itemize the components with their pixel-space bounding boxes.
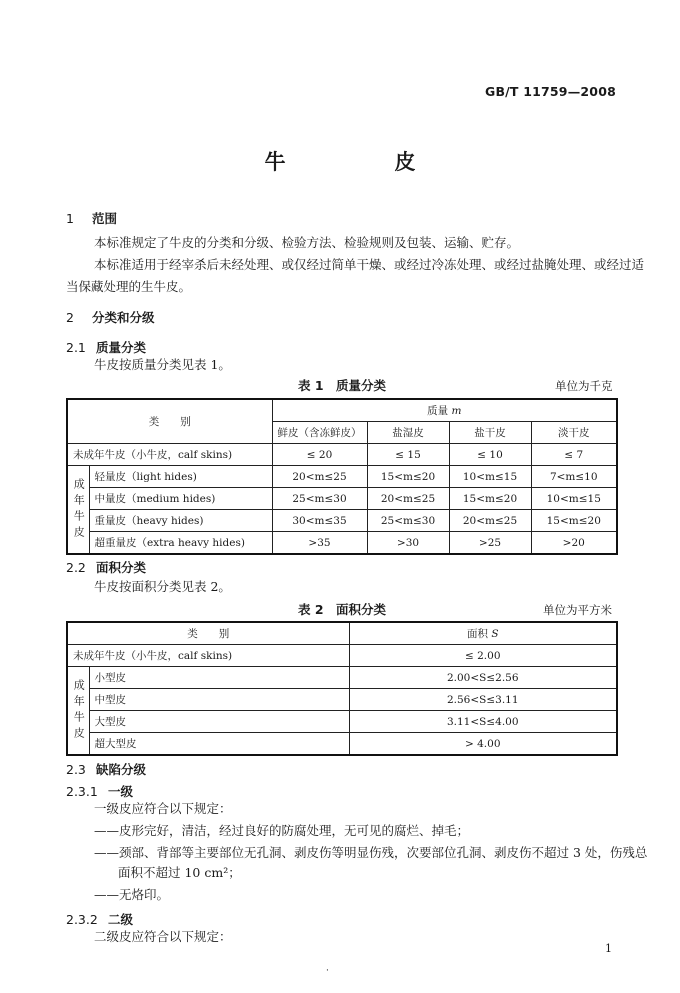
section-title: 一级: [108, 784, 134, 799]
section-2-heading: [66, 308, 155, 326]
table-1-unit: 单位为千克: [555, 379, 613, 393]
table-2-caption: 表 2 面积分类: [298, 602, 387, 617]
cell: ≤ 15: [367, 444, 449, 466]
col-wet-salted: 盐湿皮: [367, 422, 449, 444]
row-label: 未成年牛皮（小牛皮，calf skins): [67, 645, 349, 667]
table-header-row: [67, 622, 617, 645]
table-2-unit: 单位为平方米: [543, 603, 612, 617]
grade-1-intro: 一级皮应符合以下规定：: [94, 801, 232, 816]
header-mass-label: 质量: [427, 405, 449, 417]
cell: ≤ 2.00: [349, 645, 617, 667]
grade-1-item-2-line-2: 面积不超过 10 cm²；: [118, 865, 241, 880]
cell: 3.11<S≤4.00: [349, 711, 617, 733]
table-row: [67, 510, 617, 532]
row-label: 未成年牛皮（小牛皮，calf skins): [67, 444, 272, 466]
section-1-heading: [66, 209, 117, 227]
cell: 15<m≤20: [449, 488, 531, 510]
adult-hide-group-label: 成年牛皮: [67, 466, 89, 555]
header-category: 类 别: [67, 399, 272, 444]
cell: ≤ 10: [449, 444, 531, 466]
cell: >25: [449, 532, 531, 555]
header-area: [349, 622, 617, 645]
cell: >35: [272, 532, 367, 555]
cell: >20: [531, 532, 617, 555]
header-category: 类 别: [67, 622, 349, 645]
section-title: 质量分类: [96, 340, 147, 355]
row-label: 超大型皮: [89, 733, 349, 756]
col-fresh-hide: 鲜皮（含冻鲜皮）: [272, 422, 367, 444]
cell: 20<m≤25: [367, 488, 449, 510]
section-number: 2: [66, 310, 74, 325]
table-2-intro: 牛皮按面积分类见表 2。: [94, 579, 231, 594]
row-label: 大型皮: [89, 711, 349, 733]
section-2-2-heading: [66, 558, 146, 576]
cell: >30: [367, 532, 449, 555]
table-row: [67, 733, 617, 756]
grade-1-item-1: ——皮形完好，清洁，经过良好的防腐处理，无可见的腐烂、掉毛；: [94, 823, 470, 838]
section-title: 分类和分级: [92, 310, 155, 325]
row-label: 中型皮: [89, 689, 349, 711]
cell: 15<m≤20: [531, 510, 617, 532]
table-header-row: [67, 399, 617, 422]
section-number: 2.3: [66, 762, 86, 777]
section-title: 范围: [92, 211, 118, 226]
area-classification-table: [66, 621, 618, 756]
section-number: 2.3.2: [66, 912, 98, 927]
row-label: 小型皮: [89, 667, 349, 689]
cell: ≤ 7: [531, 444, 617, 466]
col-air-dried: 淡干皮: [531, 422, 617, 444]
section-title: 二级: [108, 912, 134, 927]
document-title: 牛 皮: [264, 150, 460, 174]
col-dry-salted: 盐干皮: [449, 422, 531, 444]
section-number: 1: [66, 211, 74, 226]
standard-number: GB/T 11759—2008: [484, 84, 616, 99]
table-1-intro: 牛皮按质量分类见表 1。: [94, 357, 231, 372]
grade-1-item-2-line-1: ——颈部、背部等主要部位无孔洞、剥皮伤等明显伤残，次要部位孔洞、剥皮伤不超过 3 处，伤残总: [94, 845, 648, 860]
adult-hide-group-label: 成年牛皮: [67, 667, 89, 756]
grade-2-intro: 二级皮应符合以下规定：: [94, 929, 232, 944]
scope-paragraph-2-line-2: 当保藏处理的生牛皮。: [66, 279, 192, 294]
row-label: 重量皮（heavy hides): [89, 510, 272, 532]
section-2-3-heading: [66, 760, 146, 778]
cell: 10<m≤15: [449, 466, 531, 488]
section-number: 2.3.1: [66, 784, 98, 799]
table-row: [67, 711, 617, 733]
cell: 30<m≤35: [272, 510, 367, 532]
scope-paragraph-2-line-1: 本标准适用于经宰杀后未经处理、或仅经过简单干燥、或经过冷冻处理、或经过盐腌处理、或经过适: [94, 257, 645, 272]
cell: 20<m≤25: [449, 510, 531, 532]
cell: > 4.00: [349, 733, 617, 756]
table-1-caption: 表 1 质量分类: [298, 378, 387, 393]
row-label: 超重量皮（extra heavy hides): [89, 532, 272, 555]
cell: 20<m≤25: [272, 466, 367, 488]
row-label: 中量皮（medium hides): [89, 488, 272, 510]
grade-1-item-3: ——无烙印。: [94, 887, 170, 902]
page-number: 1: [605, 942, 612, 955]
section-title: 面积分类: [96, 560, 147, 575]
header-mass-symbol: m: [451, 405, 462, 417]
cell: ≤ 20: [272, 444, 367, 466]
section-number: 2.2: [66, 560, 86, 575]
header-mass: [272, 399, 617, 422]
table-row: [67, 532, 617, 555]
mass-classification-table: [66, 398, 618, 555]
row-label: 轻量皮（light hides): [89, 466, 272, 488]
cell: 7<m≤10: [531, 466, 617, 488]
table-row: [67, 466, 617, 488]
section-title: 缺陷分级: [96, 762, 147, 777]
scope-paragraph-1: 本标准规定了牛皮的分类和分级、检验方法、检验规则及包装、运输、贮存。: [94, 235, 520, 250]
table-row: [67, 645, 617, 667]
table-row: [67, 689, 617, 711]
cell: 2.00<S≤2.56: [349, 667, 617, 689]
footer-mark: ·: [326, 966, 329, 976]
cell: 25<m≤30: [367, 510, 449, 532]
cell: 15<m≤20: [367, 466, 449, 488]
section-number: 2.1: [66, 340, 86, 355]
header-area-symbol: S: [491, 628, 499, 640]
cell: 10<m≤15: [531, 488, 617, 510]
header-area-label: 面积: [466, 628, 488, 640]
table-row: [67, 667, 617, 689]
cell: 25<m≤30: [272, 488, 367, 510]
cell: 2.56<S≤3.11: [349, 689, 617, 711]
table-row: [67, 488, 617, 510]
table-row: [67, 444, 617, 466]
